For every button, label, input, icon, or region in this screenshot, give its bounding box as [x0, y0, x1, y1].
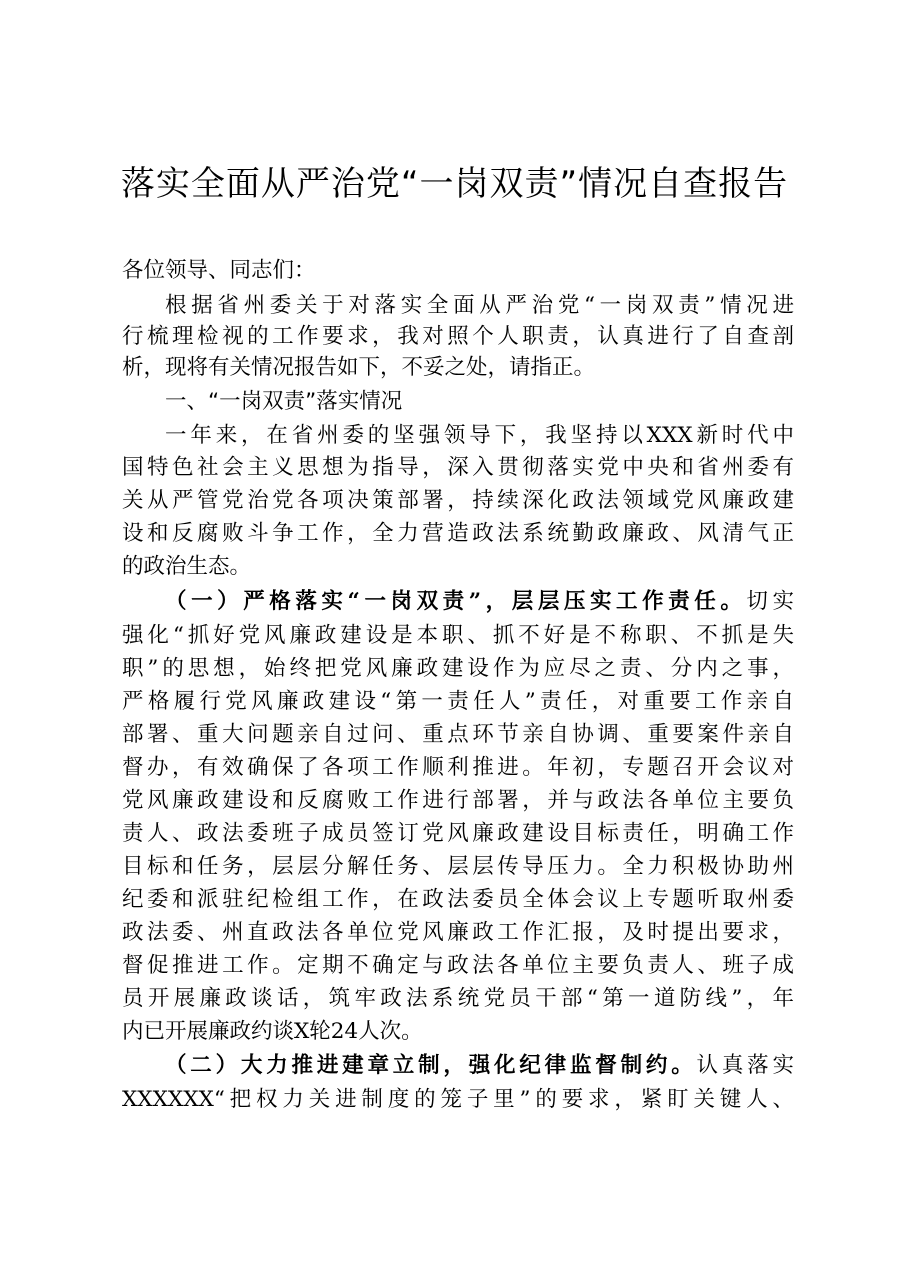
document-title: 落实全面从严治党“一岗双责”情况自查报告 — [120, 164, 789, 204]
paragraph-line: 政法委、州直政法各单位党风廉政工作汇报，及时提出要求， — [122, 920, 794, 945]
paragraph-line: 一年来，在省州委的坚强领导下，我坚持以XXX新时代中 — [165, 423, 794, 448]
item-text: 切实 — [746, 589, 794, 614]
intro-line: 析，现将有关情况报告如下，不妥之处，请指正。 — [122, 355, 596, 380]
item-title: （一）严格落实“一岗双责”，层层压实工作责任。 — [165, 589, 747, 614]
item-first-line — [165, 1050, 794, 1082]
paragraph-line: 国特色社会主义思想为指导，深入贯彻落实党中央和省州委有 — [122, 455, 794, 480]
section-heading: 一、“一岗双责”落实情况 — [165, 389, 403, 414]
paragraph-line: 强化“抓好党风廉政建设是本职、抓不好是不称职、不抓是失 — [122, 623, 794, 648]
paragraph-line: XXXXXX“把权力关进制度的笼子里”的要求，紧盯关键人、 — [122, 1087, 794, 1112]
paragraph-line: 设和反腐败斗争工作，全力营造政法系统勤政廉政、风清气正 — [122, 521, 794, 546]
paragraph-line: 内已开展廉政约谈X轮24人次。 — [122, 1019, 423, 1044]
paragraph-line: 部署、重大问题亲自过问、重点环节亲自协调、重要案件亲自 — [122, 722, 794, 747]
item-title: （二）大力推进建章立制，强化纪律监督制约。 — [165, 1053, 697, 1078]
paragraph-line: 纪委和派驻纪检组工作，在政法委员全体会议上专题听取州委 — [122, 887, 794, 912]
item-text: 认真落实 — [696, 1053, 794, 1078]
paragraph-line: 党风廉政建设和反腐败工作进行部署，并与政法各单位主要负 — [122, 788, 794, 813]
salutation: 各位领导、同志们： — [122, 258, 316, 283]
paragraph-line: 严格履行党风廉政建设“第一责任人”责任，对重要工作亲自 — [122, 689, 794, 714]
paragraph-line: 目标和任务，层层分解任务、层层传导压力。全力积极协助州 — [122, 854, 794, 879]
paragraph-line: 员开展廉政谈话，筑牢政法系统党员干部“第一道防线”，年 — [122, 986, 794, 1011]
intro-line: 根据省州委关于对落实全面从严治党“一岗双责”情况进 — [165, 293, 794, 318]
item-first-line — [165, 586, 794, 618]
paragraph-line: 职”的思想，始终把党风廉政建设作为应尽之责、分内之事， — [122, 656, 794, 681]
paragraph-line: 督办，有效确保了各项工作顺利推进。年初，专题召开会议对 — [122, 755, 794, 780]
paragraph-line: 责人、政法委班子成员签订党风廉政建设目标责任，明确工作 — [122, 821, 794, 846]
paragraph-line: 的政治生态。 — [122, 554, 252, 579]
paragraph-line: 关从严管党治党各项决策部署，持续深化政法领域党风廉政建 — [122, 488, 794, 513]
paragraph-line: 督促推进工作。定期不确定与政法各单位主要负责人、班子成 — [122, 953, 794, 978]
intro-line: 行梳理检视的工作要求，我对照个人职责，认真进行了自查剖 — [122, 324, 794, 349]
